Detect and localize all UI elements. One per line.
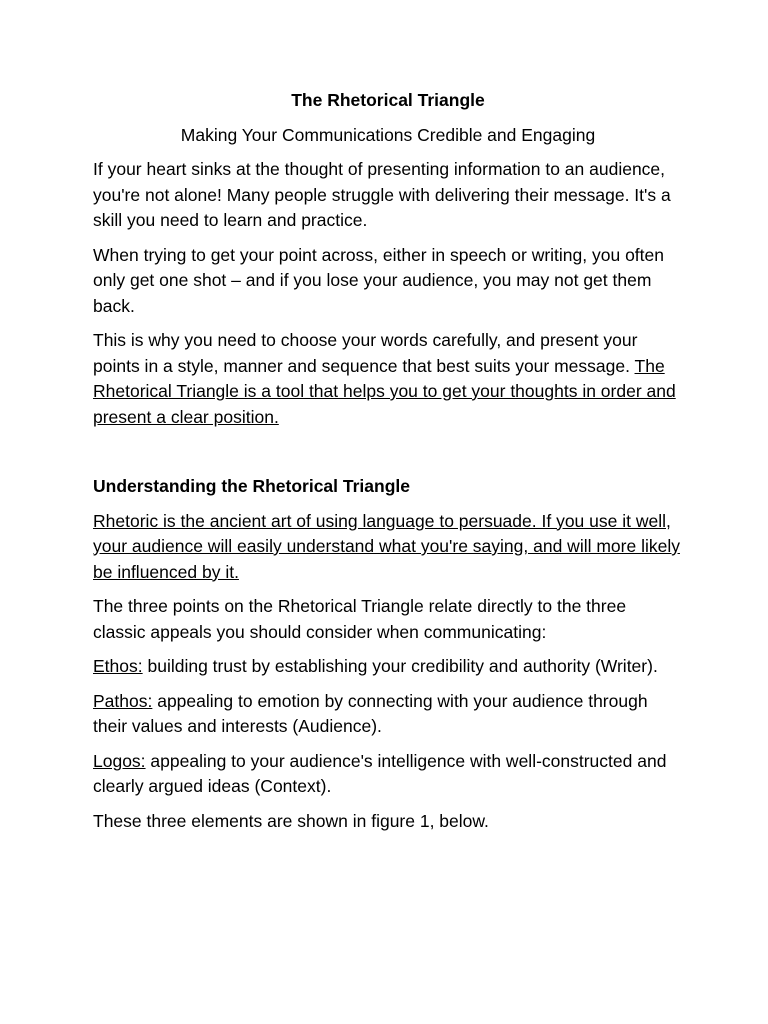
intro-paragraph-3 [93, 328, 683, 430]
three-points-intro: The three points on the Rhetorical Triangle relate directly to the three classic appeals you should consider when communicating: [93, 596, 627, 642]
figure-reference: These three elements are shown in figure 1, below. [93, 810, 489, 831]
appeal-pathos-term: Pathos: [93, 690, 153, 711]
section-heading: Understanding the Rhetorical Triangle [93, 476, 410, 496]
appeal-ethos-term: Ethos: [93, 656, 143, 676]
intro-paragraph-3-underlined-text: The Rhetorical Triangle is a tool that helps you to get your thoughts in order and present a clear position. [93, 355, 676, 427]
appeal-ethos-text: building trust by establishing your credibility and authority (Writer). [142, 656, 658, 676]
document-page [93, 88, 683, 843]
intro-paragraph-3-text: This is why you need to choose your words carefully, and present your points in a style, manner and sequence that best suits your message. [93, 330, 638, 376]
appeal-pathos [93, 689, 683, 740]
appeal-pathos-text: appealing to emotion by connecting with your audience through their values and interests (Audience). [93, 690, 648, 736]
document-title: The Rhetorical Triangle [291, 90, 485, 110]
appeal-ethos [93, 654, 683, 680]
intro-paragraph-1: If your heart sinks at the thought of presenting information to an audience, you're not alone! Many people struggle with delivering their message. It's a skill you need to learn and practice. [93, 159, 671, 230]
appeal-logos-term: Logos: [93, 750, 146, 771]
document-subtitle: Making Your Communications Credible and Engaging [180, 124, 596, 145]
rhetoric-definition: Rhetoric is the ancient art of using language to persuade. If you use it well, your audience will easily understand what you're saying, and will more likely be influenced by it. [93, 510, 680, 582]
appeal-logos-text: appealing to your audience's intelligence with well-constructed and clearly argued ideas (Context). [93, 750, 667, 796]
appeal-logos [93, 749, 683, 800]
intro-paragraph-2: When trying to get your point across, either in speech or writing, you often only get one shot – and if you lose your audience, you may not get them back. [93, 244, 664, 316]
